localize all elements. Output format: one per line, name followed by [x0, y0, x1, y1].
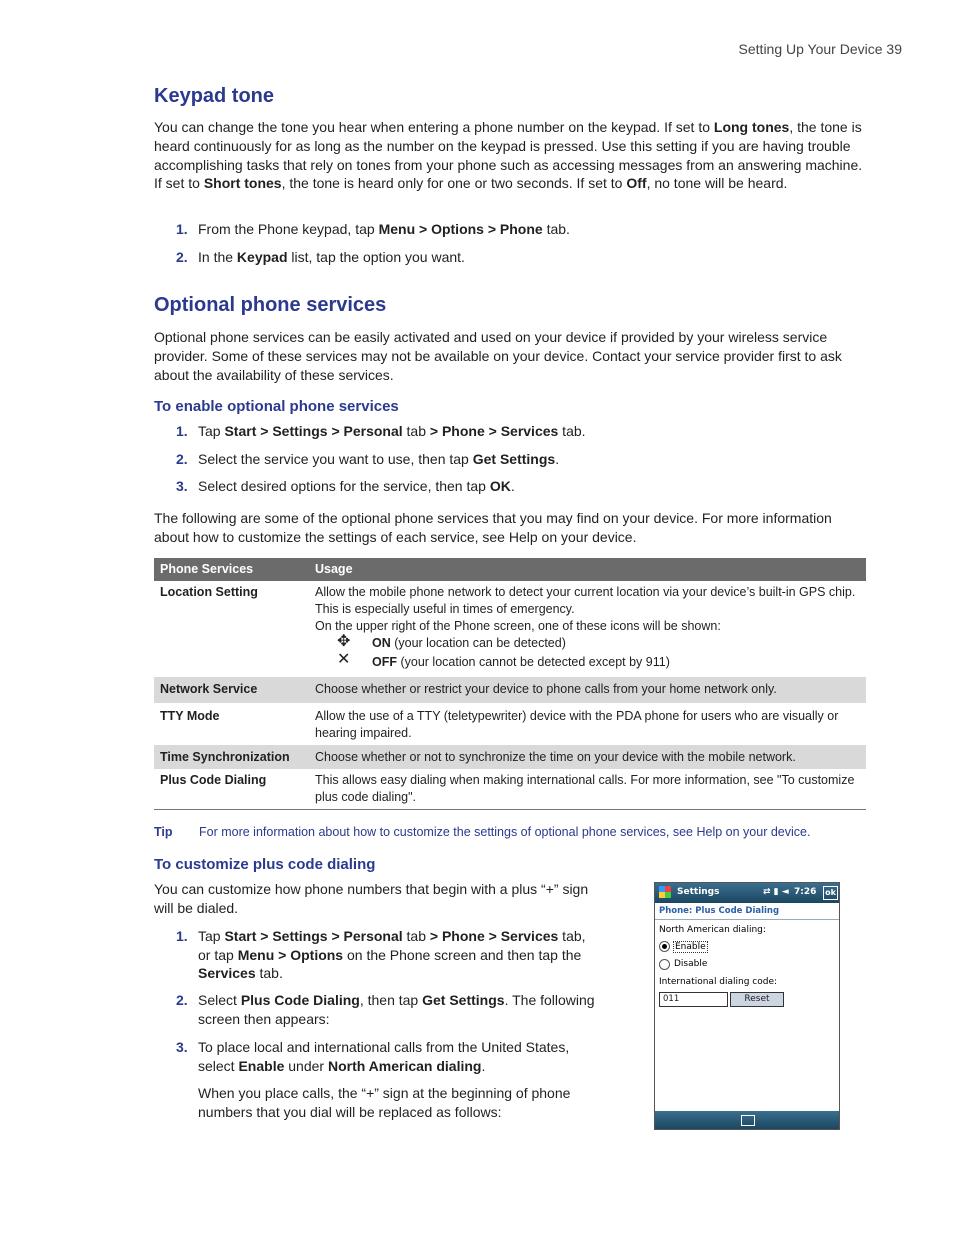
- bold-term: Enable: [238, 1057, 285, 1074]
- plus-intro: You can customize how phone numbers that begin with a plus “+” sign will be dialed.: [154, 881, 589, 916]
- bold-term: Start > Settings > Personal: [224, 423, 403, 439]
- on-label: ON: [372, 636, 391, 650]
- col-header-usage: Usage: [315, 562, 353, 576]
- keypad-step-1: [154, 220, 866, 240]
- step-text: Select desired options for the service, then tap OK.: [198, 478, 515, 494]
- service-usage: Choose whether or not to synchronize the time on your device with the mobile network.: [315, 750, 796, 764]
- status-icons: ⇄ ▮ ◄: [763, 887, 789, 897]
- optional-services-heading: Optional phone services: [154, 294, 387, 316]
- on-line: [372, 635, 566, 652]
- keypad-intro: You can change the tone you hear when entering a phone number on the keypad. If set to Long tones, the tone is heard continuously for as long as the number on the keypad is pressed. Use this setting if you are having trouble accomplishing tasks that rely on tones from your phone such as accessing messages from an answering machine. If set to Short tones, the tone is heard only for one or two seconds. If set to Off, no tone will be heard.: [154, 119, 863, 192]
- bold-term: Long tones: [713, 119, 790, 135]
- service-usage: This allows easy dialing when making international calls. For more information, see "To customize plus code dialing".: [315, 773, 855, 804]
- table-row-network: [154, 677, 866, 703]
- usage-text: Allow the mobile phone network to detect your current location via your device’s built-in GPS chip. This is especially useful in times of emergency.: [315, 585, 856, 616]
- optional-intro: Optional phone services can be easily activated and used on your device if provided by your wireless service provider. Some of these services may not be available on your device. Contact your service provider first to ask about the availability of these services.: [154, 329, 842, 383]
- tip-text: For more information about how to customize the settings of optional phone services, see Help on your device.: [199, 825, 811, 839]
- enable-label[interactable]: Enable: [675, 942, 706, 952]
- plus-code-heading: To customize plus code dialing: [154, 856, 376, 873]
- bold-term: Menu > Options: [237, 946, 344, 963]
- table-row-location: [154, 581, 866, 677]
- phone-services-table: [154, 558, 866, 810]
- intl-code-input[interactable]: 011: [659, 992, 728, 1007]
- na-dialing-label: North American dialing:: [659, 925, 766, 935]
- step-text: Select Plus Code Dialing, then tap Get Settings. The following screen then appears:: [198, 992, 595, 1027]
- divider: [655, 919, 839, 920]
- bold-term: Get Settings: [422, 992, 505, 1008]
- service-usage: Choose whether or restrict your device to phone calls from your home network only.: [315, 682, 777, 696]
- disable-label[interactable]: Disable: [674, 959, 708, 969]
- title-bar: [655, 883, 839, 903]
- off-text: (your location cannot be detected except by 911): [397, 655, 670, 669]
- bold-term: Off: [626, 175, 647, 192]
- reset-button[interactable]: Reset: [730, 992, 784, 1007]
- step-number: 1.: [176, 928, 188, 944]
- bold-term: Services: [198, 965, 256, 981]
- off-line: [372, 654, 670, 671]
- step-text: Select the service you want to use, then tap Get Settings.: [198, 451, 560, 467]
- following-paragraph: The following are some of the optional phone services that you may find on your device. For more information about how to customize the settings of each service, see Help on your device.: [154, 510, 832, 545]
- on-text: (your location can be detected): [390, 636, 566, 650]
- step-text: When you place calls, the “+” sign at the beginning of phone numbers that you dial will be replaced as follows:: [198, 1085, 571, 1120]
- service-name: Network Service: [160, 682, 258, 696]
- plus-step-3: [154, 1038, 604, 1078]
- bold-term: > Phone > Services: [429, 423, 559, 439]
- service-name: TTY Mode: [160, 709, 220, 723]
- bold-term: > Phone > Services: [429, 928, 559, 944]
- col-header-services: Phone Services: [160, 562, 254, 576]
- service-usage: [315, 584, 863, 673]
- bold-term: Get Settings: [472, 451, 556, 467]
- keypad-tone-heading: Keypad tone: [154, 85, 275, 107]
- step-text: From the Phone keypad, tap Menu > Options > Phone tab.: [198, 221, 570, 237]
- service-name: Time Synchronization: [160, 750, 290, 764]
- table-row-tty: [154, 703, 866, 745]
- bold-term: Plus Code Dialing: [240, 992, 360, 1008]
- bold-term: Short tones: [203, 175, 282, 192]
- clock: 7:26: [794, 887, 817, 897]
- step-number: 3.: [176, 478, 188, 494]
- tip-label: Tip: [154, 825, 173, 839]
- disable-radio[interactable]: [659, 959, 670, 970]
- bold-term: North American dialing: [327, 1057, 482, 1074]
- plus-step-3-extra: [154, 1084, 604, 1124]
- off-label: OFF: [372, 655, 397, 669]
- step-text: In the Keypad list, tap the option you want.: [198, 249, 465, 265]
- enable-step-3: [154, 477, 866, 497]
- step-text: To place local and international calls from the United States, select Enable under North American dialing.: [198, 1039, 570, 1074]
- bold-term: Start > Settings > Personal: [224, 928, 403, 944]
- table-header-row: [154, 558, 866, 581]
- step-number: 2.: [176, 451, 188, 467]
- gps-off-icon: ✕: [337, 651, 351, 668]
- usage-text: On the upper right of the Phone screen, one of these icons will be shown:: [315, 619, 721, 633]
- enable-services-heading: To enable optional phone services: [154, 398, 399, 415]
- service-usage: Allow the use of a TTY (teletypewriter) device with the PDA phone for users who are visually or hearing impaired.: [315, 709, 839, 740]
- window-title: Settings: [677, 887, 720, 897]
- gps-on-icon: ✥: [337, 633, 351, 650]
- table-row-pluscode: [154, 769, 866, 810]
- step-text: Tap Start > Settings > Personal tab > Phone > Services tab.: [198, 423, 586, 439]
- plus-step-1: [154, 927, 604, 985]
- location-icons: [315, 635, 863, 673]
- table-row-timesync: [154, 745, 866, 769]
- intl-code-label: International dialing code:: [659, 977, 778, 987]
- enable-radio[interactable]: [659, 941, 670, 952]
- step-text: Tap Start > Settings > Personal tab > Phone > Services tab, or tap Menu > Options on the Phone screen and then tap the Services tab.: [198, 928, 586, 981]
- step-number: 1.: [176, 423, 188, 439]
- service-name: Location Setting: [160, 585, 258, 599]
- keypad-step-2: [154, 248, 866, 268]
- step-number: 3.: [176, 1039, 188, 1055]
- bold-term: Menu > Options > Phone: [378, 221, 543, 237]
- plus-code-dialing-screenshot: [654, 882, 840, 1130]
- ok-button[interactable]: ok: [823, 886, 838, 900]
- step-number: 1.: [176, 221, 188, 237]
- windows-start-icon: [659, 886, 671, 898]
- keyboard-icon[interactable]: [741, 1115, 755, 1126]
- bold-term: Keypad: [236, 249, 288, 265]
- page-header: Setting Up Your Device 39: [738, 41, 902, 57]
- service-name: Plus Code Dialing: [160, 773, 267, 787]
- step-number: 2.: [176, 992, 188, 1008]
- plus-step-2: [154, 991, 604, 1031]
- bold-term: OK: [489, 478, 511, 494]
- enable-step-2: [154, 450, 866, 470]
- screen-subtitle: Phone: Plus Code Dialing: [659, 906, 780, 916]
- enable-step-1: [154, 422, 866, 442]
- step-number: 2.: [176, 249, 188, 265]
